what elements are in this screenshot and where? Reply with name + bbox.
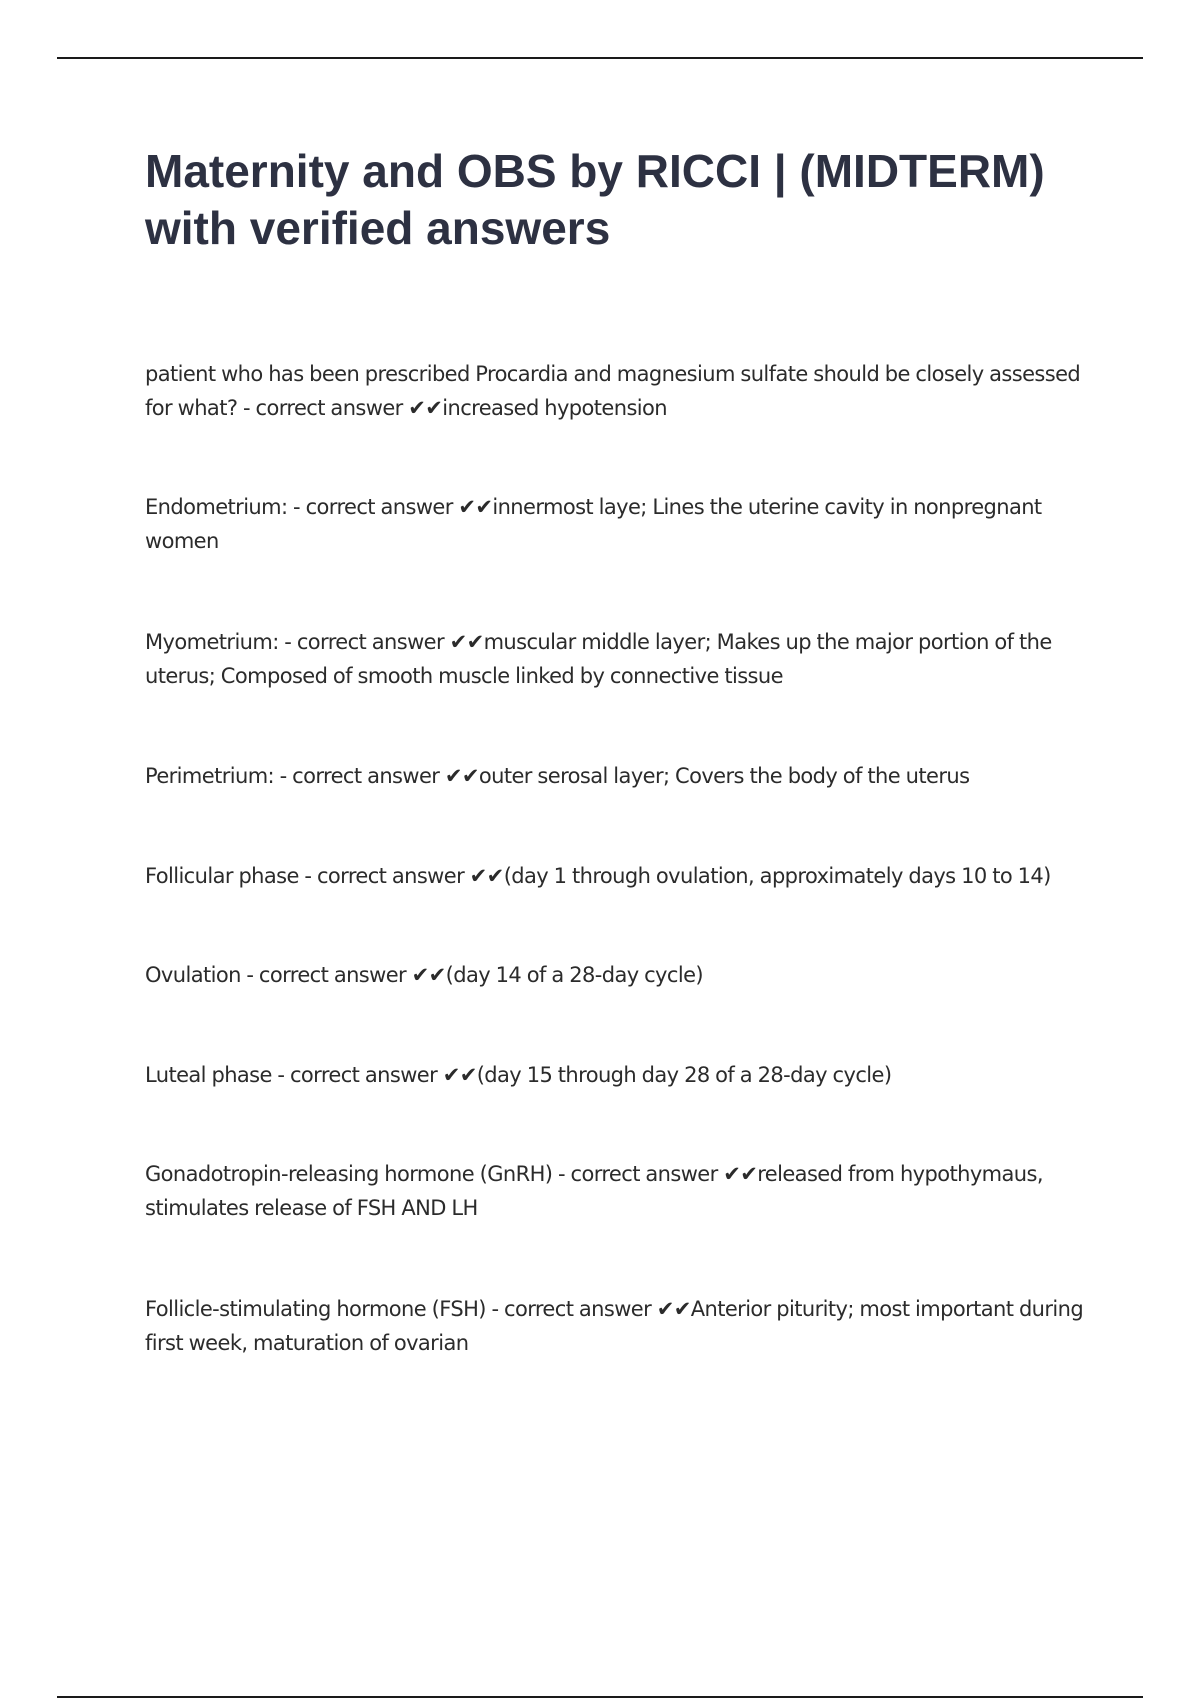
answer-text: outer serosal layer; Covers the body of the uterus — [478, 764, 970, 788]
qa-item — [145, 357, 1105, 425]
answer-text: innermost laye; Lines the uterine cavity in nonpregnant women — [145, 495, 1042, 553]
answer-marker: - correct answer ✔✔ — [274, 764, 479, 788]
answer-marker: - correct answer ✔✔ — [552, 1162, 758, 1186]
question-text: Endometrium: — [145, 495, 288, 519]
question-text: Myometrium: — [145, 630, 279, 654]
answer-marker: - correct answer ✔✔ — [485, 1297, 691, 1321]
question-text: Luteal phase — [145, 1063, 272, 1087]
answer-marker: - correct answer ✔✔ — [287, 495, 493, 519]
qa-item — [145, 490, 1105, 558]
answer-text: (day 15 through day 28 of a 28-day cycle) — [476, 1063, 892, 1087]
answer-marker: - correct answer ✔✔ — [237, 396, 443, 420]
answer-marker: - correct answer ✔✔ — [240, 963, 446, 987]
qa-list — [145, 357, 1105, 1360]
qa-item — [145, 625, 1105, 693]
answer-text: Anterior piturity; most important during first week, maturation of ovarian — [145, 1297, 1084, 1355]
answer-marker: - correct answer ✔✔ — [278, 630, 484, 654]
answer-marker: - correct answer ✔✔ — [271, 1063, 477, 1087]
answer-text: (day 1 through ovulation, approximately days 10 to 14) — [503, 864, 1051, 888]
answer-text: released from hypothymaus, stimulates release of FSH AND LH — [145, 1162, 1043, 1220]
qa-item — [145, 759, 1105, 793]
question-text: Follicle-stimulating hormone (FSH) — [145, 1297, 486, 1321]
qa-item — [145, 958, 1105, 992]
qa-item — [145, 859, 1105, 893]
question-text: Ovulation — [145, 963, 241, 987]
answer-text: (day 14 of a 28-day cycle) — [445, 963, 703, 987]
bottom-rule — [57, 1696, 1143, 1698]
document-title: Maternity and OBS by RICCI | (MIDTERM) with verified answers — [145, 145, 1045, 254]
answer-text: muscular middle layer; Makes up the major portion of the uterus; Composed of smooth muscle linked by connective tissue — [145, 630, 1052, 688]
qa-item — [145, 1292, 1105, 1360]
answer-marker: - correct answer ✔✔ — [298, 864, 504, 888]
top-rule — [57, 57, 1143, 59]
qa-item — [145, 1157, 1105, 1225]
answer-text: increased hypotension — [442, 396, 667, 420]
qa-item — [145, 1058, 1105, 1092]
question-text: patient who has been prescribed Procardia and magnesium sulfate should be closely assessed for what? — [145, 362, 1081, 420]
question-text: Follicular phase — [145, 864, 299, 888]
question-text: Gonadotropin-releasing hormone (GnRH) — [145, 1162, 553, 1186]
question-text: Perimetrium: — [145, 764, 275, 788]
